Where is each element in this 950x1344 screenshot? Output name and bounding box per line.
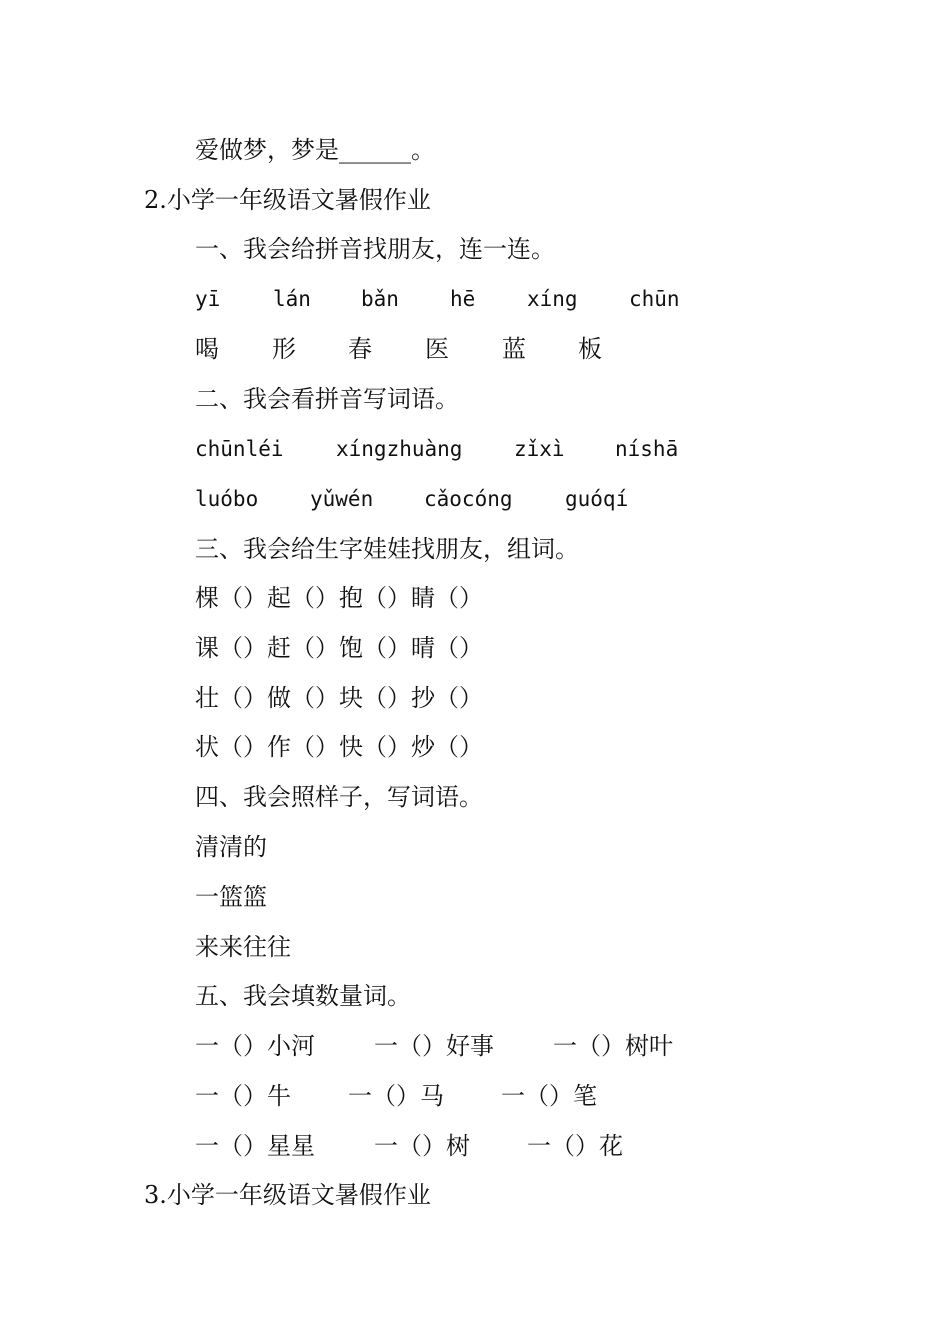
section-heading: 3.小学一年级语文暑假作业: [144, 1181, 431, 1209]
question-title: 三、我会给生字娃娃找朋友，组词。: [195, 535, 579, 563]
hanzi-item: 喝: [195, 335, 219, 363]
text-line: 爱做梦，梦是______。: [195, 136, 435, 164]
question-title: 一、我会给拼音找朋友，连一连。: [195, 235, 555, 263]
measure-item: 一（）小河: [195, 1032, 315, 1060]
pinyin-word: yǔwén: [310, 487, 374, 511]
pinyin-item: lán: [273, 287, 311, 311]
example-word: 来来往往: [195, 933, 291, 961]
pinyin-words-row: [0, 433, 950, 465]
pinyin-row: [0, 283, 950, 315]
measure-item: 一（）马: [348, 1082, 444, 1110]
question-title: 五、我会填数量词。: [195, 982, 411, 1010]
pinyin-word: zǐxì: [514, 437, 565, 461]
measure-item: 一（）星星: [195, 1132, 315, 1160]
hanzi-item: 蓝: [502, 335, 526, 363]
hanzi-item: 医: [425, 335, 449, 363]
question-title: 四、我会照样子，写词语。: [195, 783, 483, 811]
measure-item: 一（）树: [374, 1132, 470, 1160]
measure-word-row: [0, 1030, 950, 1062]
question-title: 二、我会看拼音写词语。: [195, 385, 459, 413]
pinyin-word: guóqí: [565, 487, 629, 511]
pinyin-word: níshā: [615, 437, 679, 461]
section-heading: 2.小学一年级语文暑假作业: [144, 186, 431, 214]
char-group-row: 棵（）起（）抱（）睛（）: [195, 584, 483, 612]
hanzi-item: 板: [578, 335, 602, 363]
pinyin-word: xíngzhuàng: [336, 437, 463, 461]
hanzi-row: [0, 333, 950, 365]
measure-item: 一（）树叶: [553, 1032, 673, 1060]
pinyin-item: chūn: [629, 287, 680, 311]
measure-item: 一（）花: [527, 1132, 623, 1160]
pinyin-word: cǎocóng: [424, 487, 513, 511]
example-word: 清清的: [195, 833, 267, 861]
pinyin-item: yī: [195, 287, 221, 311]
char-group-row: 壮（）做（）块（）抄（）: [195, 684, 483, 712]
char-group-row: 状（）作（）快（）炒（）: [195, 733, 483, 761]
pinyin-item: xíng: [527, 287, 578, 311]
measure-word-row: [0, 1080, 950, 1112]
pinyin-item: hē: [450, 287, 476, 311]
measure-item: 一（）好事: [374, 1032, 494, 1060]
pinyin-words-row: [0, 483, 950, 515]
example-word: 一篮篮: [195, 883, 267, 911]
hanzi-item: 形: [272, 335, 296, 363]
char-group-row: 课（）赶（）饱（）晴（）: [195, 634, 483, 662]
pinyin-word: luóbo: [195, 487, 259, 511]
pinyin-word: chūnléi: [195, 437, 284, 461]
hanzi-item: 春: [348, 335, 372, 363]
pinyin-item: bǎn: [361, 287, 399, 311]
measure-word-row: [0, 1130, 950, 1162]
measure-item: 一（）牛: [195, 1082, 291, 1110]
measure-item: 一（）笔: [501, 1082, 597, 1110]
